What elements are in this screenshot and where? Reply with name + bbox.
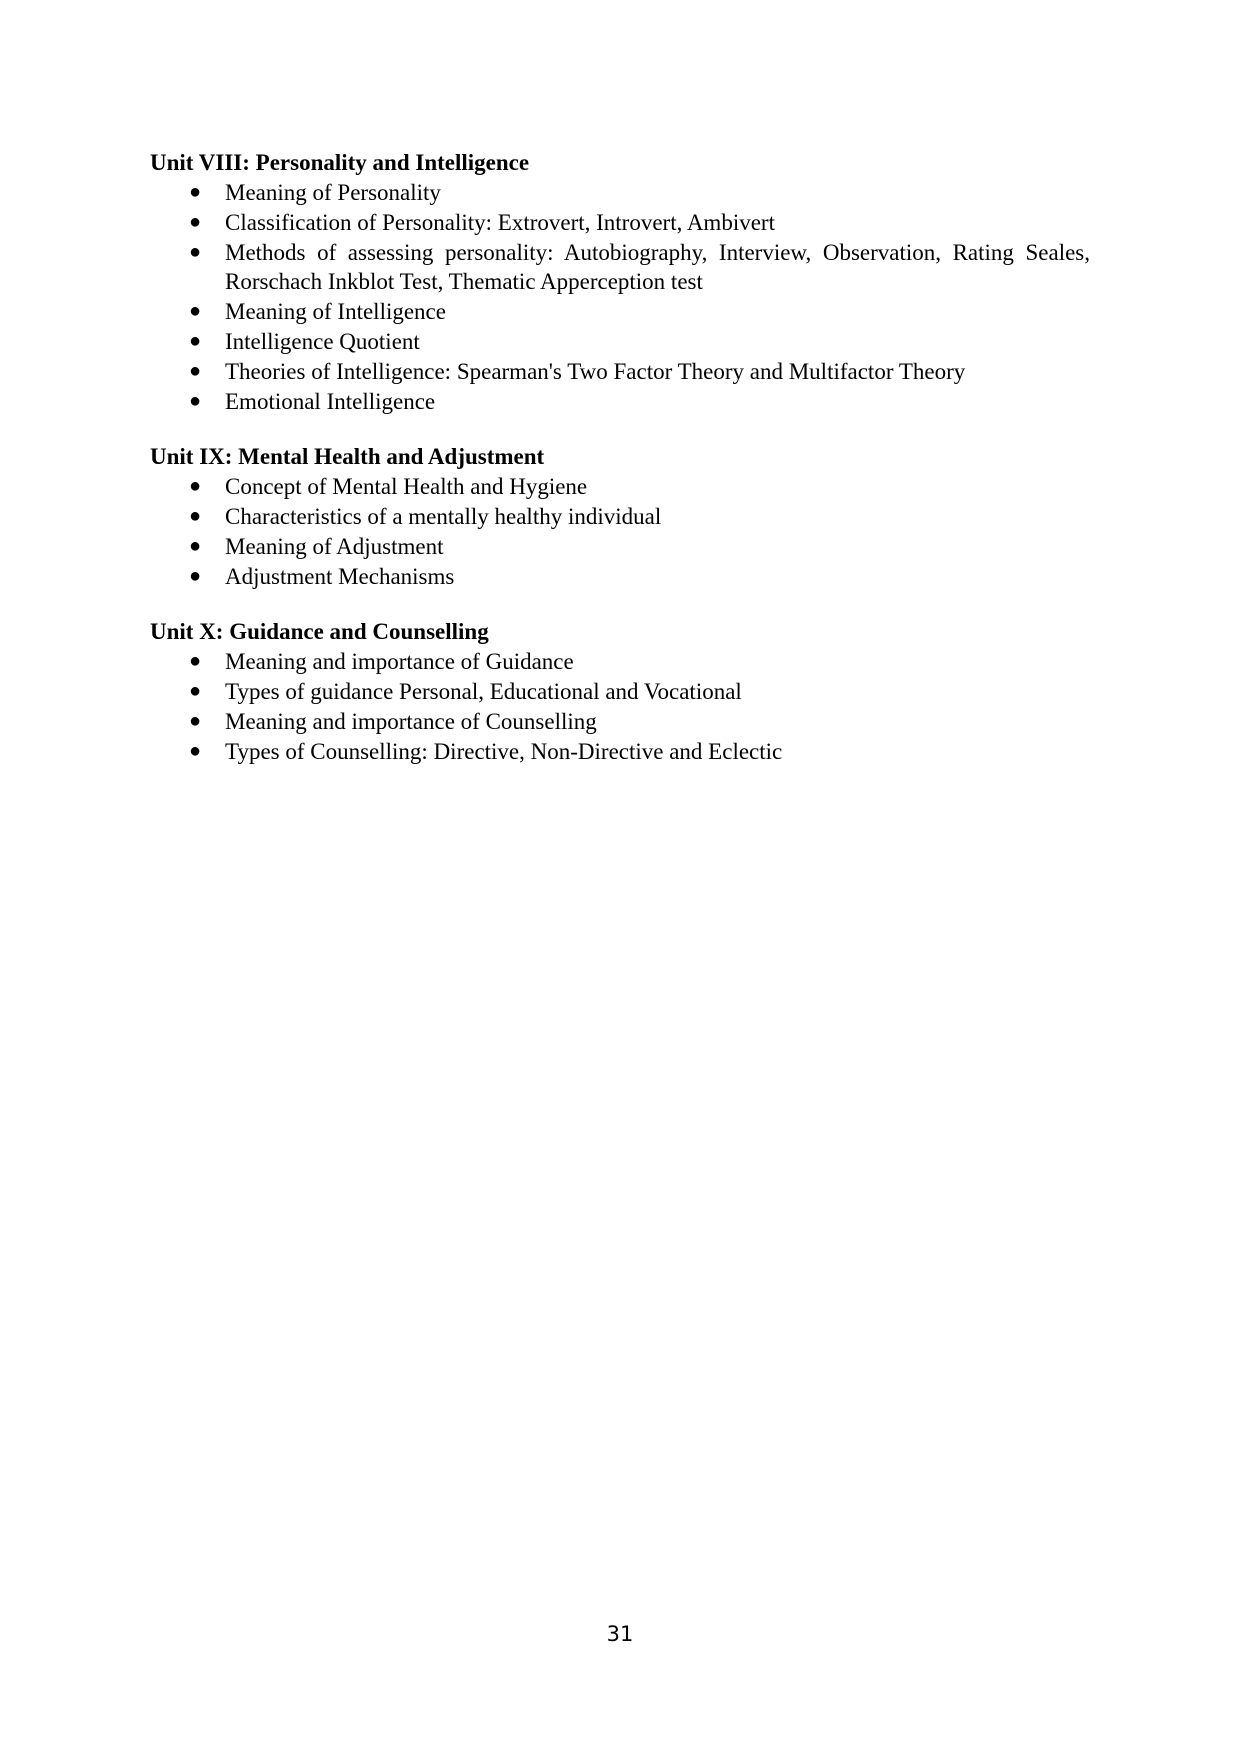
bullet-icon: ● xyxy=(189,241,202,263)
list-item xyxy=(189,357,1090,386)
topic-list xyxy=(150,647,1090,766)
bullet-icon: ● xyxy=(189,740,202,762)
list-item-text: Adjustment Mechanisms xyxy=(225,564,455,589)
list-item-text: Meaning and importance of Guidance xyxy=(225,649,574,674)
list-item xyxy=(189,677,1090,706)
bullet-icon: ● xyxy=(189,650,202,672)
list-item-text: Meaning of Adjustment xyxy=(225,534,444,559)
bullet-icon: ● xyxy=(189,535,202,557)
list-item-text: Meaning and importance of Counselling xyxy=(225,709,597,734)
list-item xyxy=(189,178,1090,207)
list-item xyxy=(189,327,1090,356)
list-item xyxy=(189,502,1090,531)
bullet-icon: ● xyxy=(189,390,202,412)
list-item-text: Concept of Mental Health and Hygiene xyxy=(225,474,588,499)
unit-heading: Unit X: Guidance and Counselling xyxy=(150,619,489,644)
list-item xyxy=(189,737,1090,766)
bullet-icon: ● xyxy=(189,710,202,732)
topic-list xyxy=(150,178,1090,416)
list-item xyxy=(189,238,1090,296)
bullet-icon: ● xyxy=(189,181,202,203)
topic-list xyxy=(150,472,1090,591)
bullet-icon: ● xyxy=(189,680,202,702)
list-item-text: Theories of Intelligence: Spearman's Two Factor Theory and Multifactor Theory xyxy=(225,359,966,384)
bullet-icon: ● xyxy=(189,360,202,382)
unit-x-section xyxy=(150,617,1090,766)
page-number: 31 xyxy=(606,1622,634,1646)
unit-heading: Unit IX: Mental Health and Adjustment xyxy=(150,444,545,469)
list-item xyxy=(189,472,1090,501)
list-item-text: Types of Counselling: Directive, Non-Directive and Eclectic xyxy=(225,739,783,764)
list-item-text: Types of guidance Personal, Educational and Vocational xyxy=(225,679,742,704)
list-item xyxy=(189,387,1090,416)
list-item xyxy=(189,707,1090,736)
list-item-text: Methods of assessing personality: Autobiography, Interview, Observation, Rating Seales, Rorschach Inkblot Test, Thematic Apperception test xyxy=(225,240,1090,294)
list-item xyxy=(189,562,1090,591)
bullet-icon: ● xyxy=(189,300,202,322)
bullet-icon: ● xyxy=(189,565,202,587)
list-item-text: Classification of Personality: Extrovert, Introvert, Ambivert xyxy=(225,210,775,235)
unit-heading: Unit VIII: Personality and Intelligence xyxy=(150,150,530,175)
list-item xyxy=(189,647,1090,676)
list-item-text: Characteristics of a mentally healthy individual xyxy=(225,504,662,529)
bullet-icon: ● xyxy=(189,475,202,497)
unit-ix-section xyxy=(150,442,1090,591)
bullet-icon: ● xyxy=(189,211,202,233)
bullet-icon: ● xyxy=(189,330,202,352)
list-item-text: Intelligence Quotient xyxy=(225,329,420,354)
list-item-text: Meaning of Personality xyxy=(225,180,441,205)
list-item xyxy=(189,297,1090,326)
list-item xyxy=(189,532,1090,561)
list-item xyxy=(189,208,1090,237)
list-item-text: Meaning of Intelligence xyxy=(225,299,446,324)
bullet-icon: ● xyxy=(189,505,202,527)
unit-viii-section xyxy=(150,148,1090,416)
document-body xyxy=(150,148,1090,792)
list-item-text: Emotional Intelligence xyxy=(225,389,436,414)
